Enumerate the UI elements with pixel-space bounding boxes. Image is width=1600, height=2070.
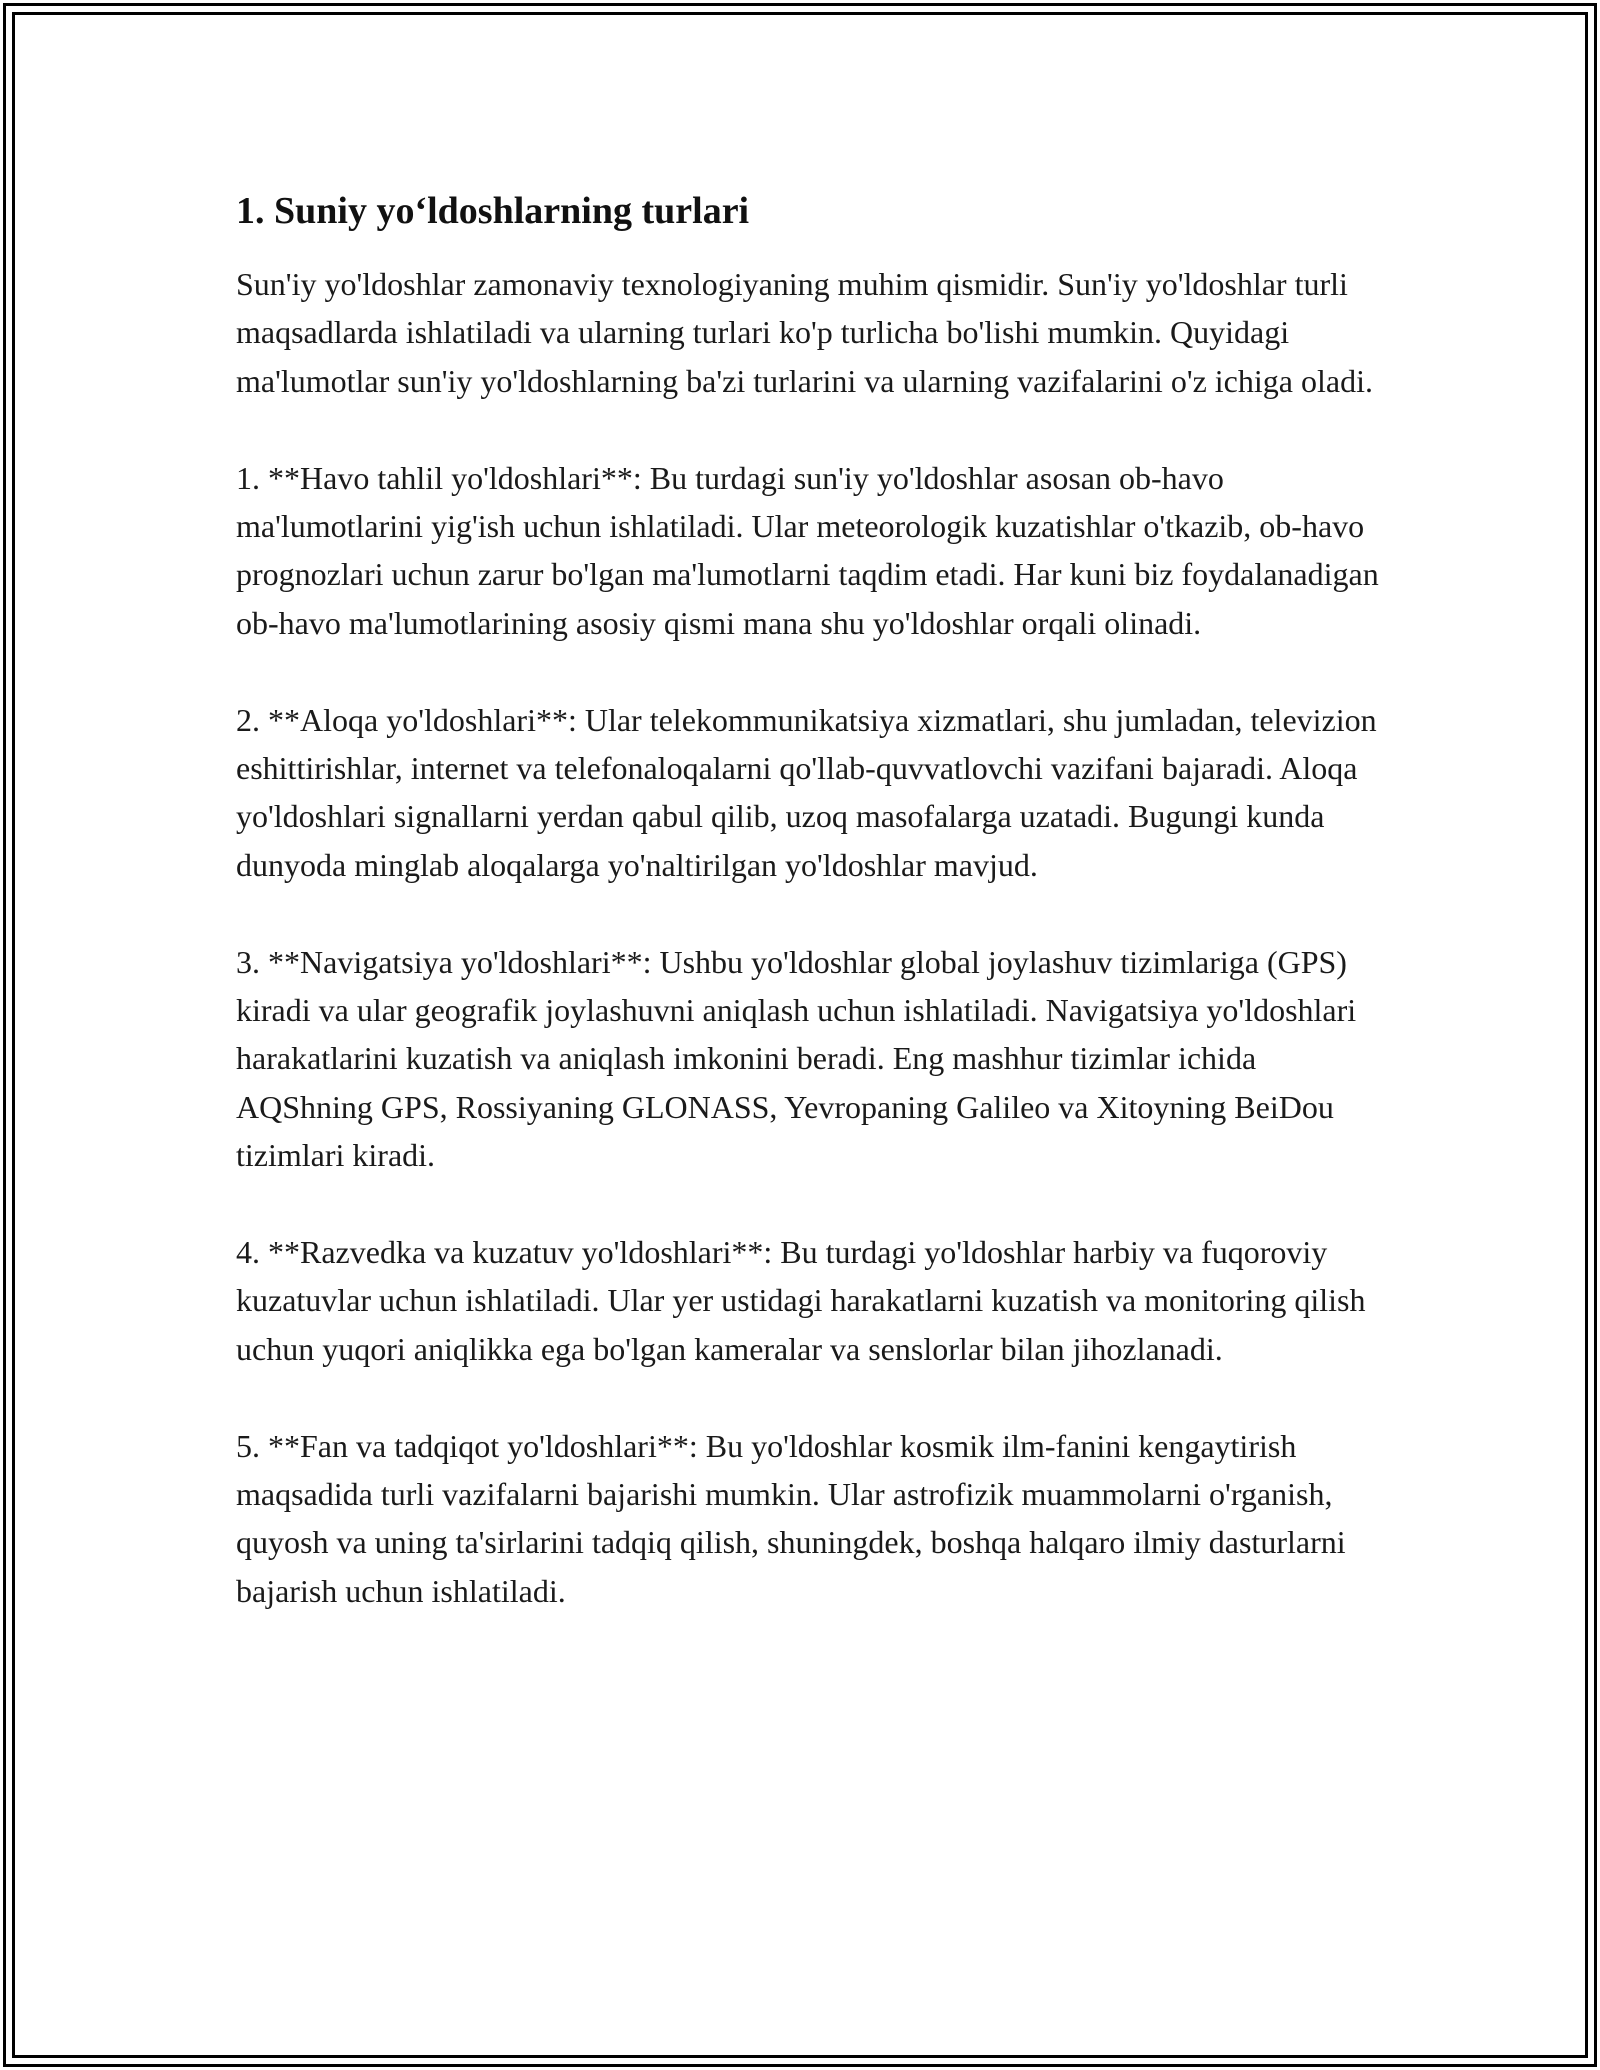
intro-paragraph: Sun'iy yo'ldoshlar zamonaviy texnologiyaning muhim qismidir. Sun'iy yo'ldoshlar turli maqsadlarda ishlatiladi va ularning turlari ko'p turlicha bo'lishi mumkin. Quyidagi ma'lumotlar sun'iy yo'ldoshlarning ba'zi turlarini va ularning vazifalarini o'z ichiga oladi. — [236, 266, 1373, 399]
paragraph-weather-satellites: 1. **Havo tahlil yo'ldoshlari**: Bu turdagi sun'iy yo'ldoshlar asosan ob-havo ma'lumotlarini yig'ish uchun ishlatiladi. Ular meteorologik kuzatishlar o'tkazib, ob-havo prognozlari uchun zarur bo'lgan ma'lumotlarni taqdim etadi. Har kuni biz foydalanadigan ob-havo ma'lumotlarining asosiy qismi mana shu yo'ldoshlar orqali olinadi. — [236, 459, 1379, 641]
paragraph-science-satellites: 5. **Fan va tadqiqot yo'ldoshlari**: Bu yo'ldoshlar kosmik ilm-fanini kengaytirish maqsadida turli vazifalarni bajarishi mumkin. Ular astrofizik muammolarni o'rganish, quyosh va uning ta'sirlarini tadqiq qilish, shuningdek, boshqa halqaro ilmiy dasturlarni bajarish uchun ishlatiladi. — [236, 1427, 1346, 1609]
page-title: 1. Suniy yo‘ldoshlarning turlari — [236, 190, 750, 232]
paragraph-reconnaissance-satellites: 4. **Razvedka va kuzatuv yo'ldoshlari**: Bu turdagi yo'ldoshlar harbiy va fuqoroviy kuzatuvlar uchun ishlatiladi. Ular yer ustidagi harakatlarni kuzatish va monitoring qilish uchun yuqori aniqlikka ega bo'lgan kameralar va senslorlar bilan jihozlanadi. — [236, 1234, 1366, 1367]
document-body — [236, 186, 1386, 1664]
paragraph-communication-satellites: 2. **Aloqa yo'ldoshlari**: Ular telekommunikatsiya xizmatlari, shu jumladan, televizion eshittirishlar, internet va telefonaloqalarni qo'llab-quvvatlovchi vazifani bajaradi. Aloqa yo'ldoshlari signallarni yerdan qabul qilib, uzoq masofalarga uzatadi. Bugungi kunda dunyoda minglab aloqalarga yo'naltirilgan yo'ldoshlar mavjud. — [236, 701, 1377, 883]
paragraph-navigation-satellites: 3. **Navigatsiya yo'ldoshlari**: Ushbu yo'ldoshlar global joylashuv tizimlariga (GPS) kiradi va ular geografik joylashuvni aniqlash uchun ishlatiladi. Navigatsiya yo'ldoshlari harakatlarini kuzatish va aniqlash imkonini beradi. Eng mashhur tizimlar ichida AQShning GPS, Rossiyaning GLONASS, Yevropaning Galileo va Xitoyning BeiDou tizimlari kiradi. — [236, 943, 1357, 1174]
